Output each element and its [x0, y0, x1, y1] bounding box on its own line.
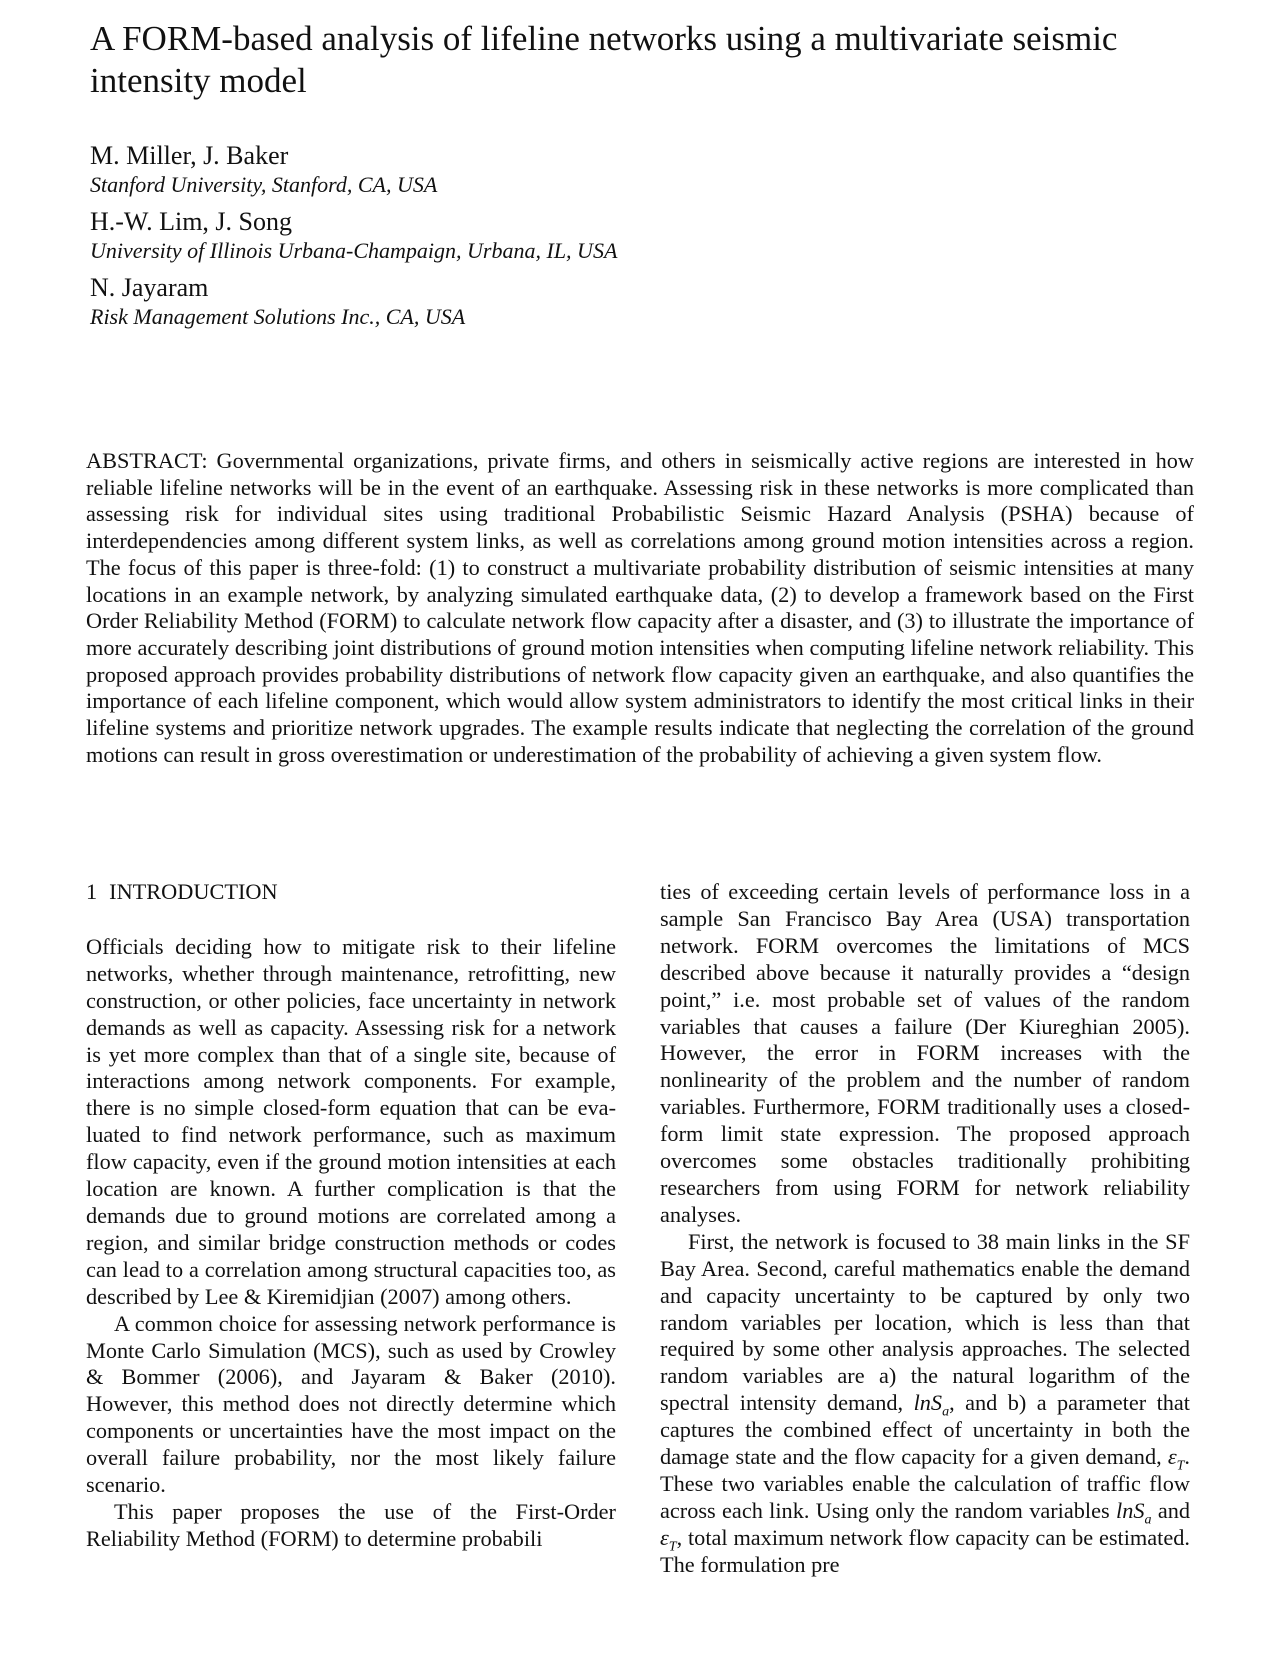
section-heading	[86, 879, 616, 906]
author-names: N. Jayaram	[90, 273, 209, 302]
math-sub-t: T	[668, 1539, 677, 1555]
text-segment: . These two variables enable the calculation of traffic flow across each link. Using only the random variables	[660, 1444, 1190, 1523]
right-column	[660, 879, 1190, 1579]
text-segment: and	[1157, 1497, 1191, 1523]
intro-paragraph-3-continued: ties of exceeding certain levels of performance loss in a sample San Francisco Bay Area (USA) transportation network. FORM overcomes the limitations of MCS described above because it naturally provides a “design point,” i.e. most probable set of values of the random variables that causes a failure (Der Kiureghian 2005). However, the error in FORM increases with the nonlinearity of the problem and the number of random variables. Furthermore, FORM traditionally uses a closed-form limit state expression. The proposed approach overcomes some obstacles traditionally prohibiting researchers from using FORM for network reliability analyses.	[660, 879, 1190, 1227]
math-epsilon: ε	[1167, 1444, 1177, 1470]
paper-title: A FORM-based analysis of lifeline networks using a multivariate seismic intensity model	[90, 19, 1118, 100]
math-epsilon-t	[1167, 1444, 1185, 1474]
author-names: H.-W. Lim, J. Song	[90, 207, 292, 236]
math-ln-sa	[913, 1390, 950, 1420]
section-number: 1	[86, 879, 98, 904]
text-segment: , total maximum network flow capacity can be estimated. The formulation pre	[660, 1524, 1190, 1577]
math-ln-sa	[1116, 1497, 1152, 1528]
left-column	[86, 879, 616, 1553]
math-s: S	[1133, 1497, 1145, 1523]
abstract: ABSTRACT: Governmental organizations, private firms, and others in seismically active regions are interested in how reliable lifeline networks will be in the event of an earthquake. Assessing risk in these networks is more complicated than assessing risk for individual sites using traditional Probabilistic Seismic Hazard Analysis (PSHA) because of interdependencies among different system links, as well as correlations among ground motion intensities across a region. The focus of this paper is three-fold: (1) to construct a multivariate probability distribution of seismic intensities at many locations in an example network, by analyzing simulated earthquake data, (2) to develop a framework based on the First Order Reliability Method (FORM) to calculate network flow capacity after a disaster, and (3) to illustrate the importance of more accurately describing joint distributions of ground motion intensities when computing lifeline network reliability. This proposed approach provides probability distributions of network flow capacity given an earthquake, and also quantifies the importance of each lifeline component, which would allow system administrators to identify the most critical links in their lifeline systems and prioritize network upgrades. The example results indicate that neglecting the correlation of the ground motions can result in gross overestimation or underestimation of the probability of achieving a given system flow.	[86, 448, 1194, 767]
author-names: M. Miller, J. Baker	[90, 141, 289, 170]
author-affiliation: Stanford University, Stanford, CA, USA	[90, 172, 438, 197]
author-affiliation: University of Illinois Urbana-Champaign, Urbana, IL, USA	[90, 238, 618, 263]
intro-paragraph-4	[660, 1229, 1190, 1579]
math-sub-a: a	[942, 1404, 950, 1420]
math-ln: ln	[1116, 1497, 1134, 1523]
math-sub-t: T	[1176, 1458, 1185, 1474]
author-group-1	[90, 141, 1190, 199]
intro-paragraph-3: This paper proposes the use of the First-Order Reliability Method (FORM) to determine probabili	[86, 1498, 616, 1551]
math-epsilon: ε	[660, 1524, 669, 1550]
math-s: S	[930, 1390, 943, 1416]
author-group-3	[90, 273, 1190, 331]
author-affiliation: Risk Management Solutions Inc., CA, USA	[90, 304, 466, 329]
author-group-2	[90, 207, 1190, 265]
math-epsilon-t	[660, 1524, 677, 1555]
author-list	[90, 141, 1190, 339]
text-segment: , and b) a parameter that captures the combined effect of uncertainty in both the damage state and the flow capacity for a given demand,	[660, 1390, 1191, 1470]
math-sub-a: a	[1144, 1512, 1152, 1528]
math-ln: ln	[913, 1390, 931, 1416]
intro-paragraph-1: Officials deciding how to mitigate risk to their lifeline networks, whether through maintenance, retrofitting, new construction, or other policies, face uncertainty in network demands as well as capacity. Assessing risk for a network is yet more complex than that of a single site, because of interactions among network components. For example, there is no simple closed-form equation that can be evaluated to find network performance, such as maximum flow capacity, even if the ground motion intensities at each location are known. A further complication is that the demands due to ground motions are correlated among a region, and similar bridge construction methods or codes can lead to a correlation among structural capacities too, as described by Lee & Kiremidjian (2007) among others.	[86, 933, 616, 1309]
intro-paragraph-2: A common choice for assessing network performance is Monte Carlo Simulation (MCS), such as used by Crowley & Bommer (2006), and Jayaram & Baker (2010). However, this method does not directly determine which components or uncertainties have the most impact on the overall failure probability, nor the most likely failure scenario.	[86, 1310, 616, 1498]
text-segment: First, the network is focused to 38 main links in the SF Bay Area. Second, careful mathematics enable the demand and capacity uncertainty to be captured by only two random variables per location, which is less than that required by some other analysis approaches. The selected random variables are a) the natural logarithm of the spectral intensity demand,	[660, 1228, 1190, 1416]
section-title: INTRODUCTION	[109, 879, 278, 904]
